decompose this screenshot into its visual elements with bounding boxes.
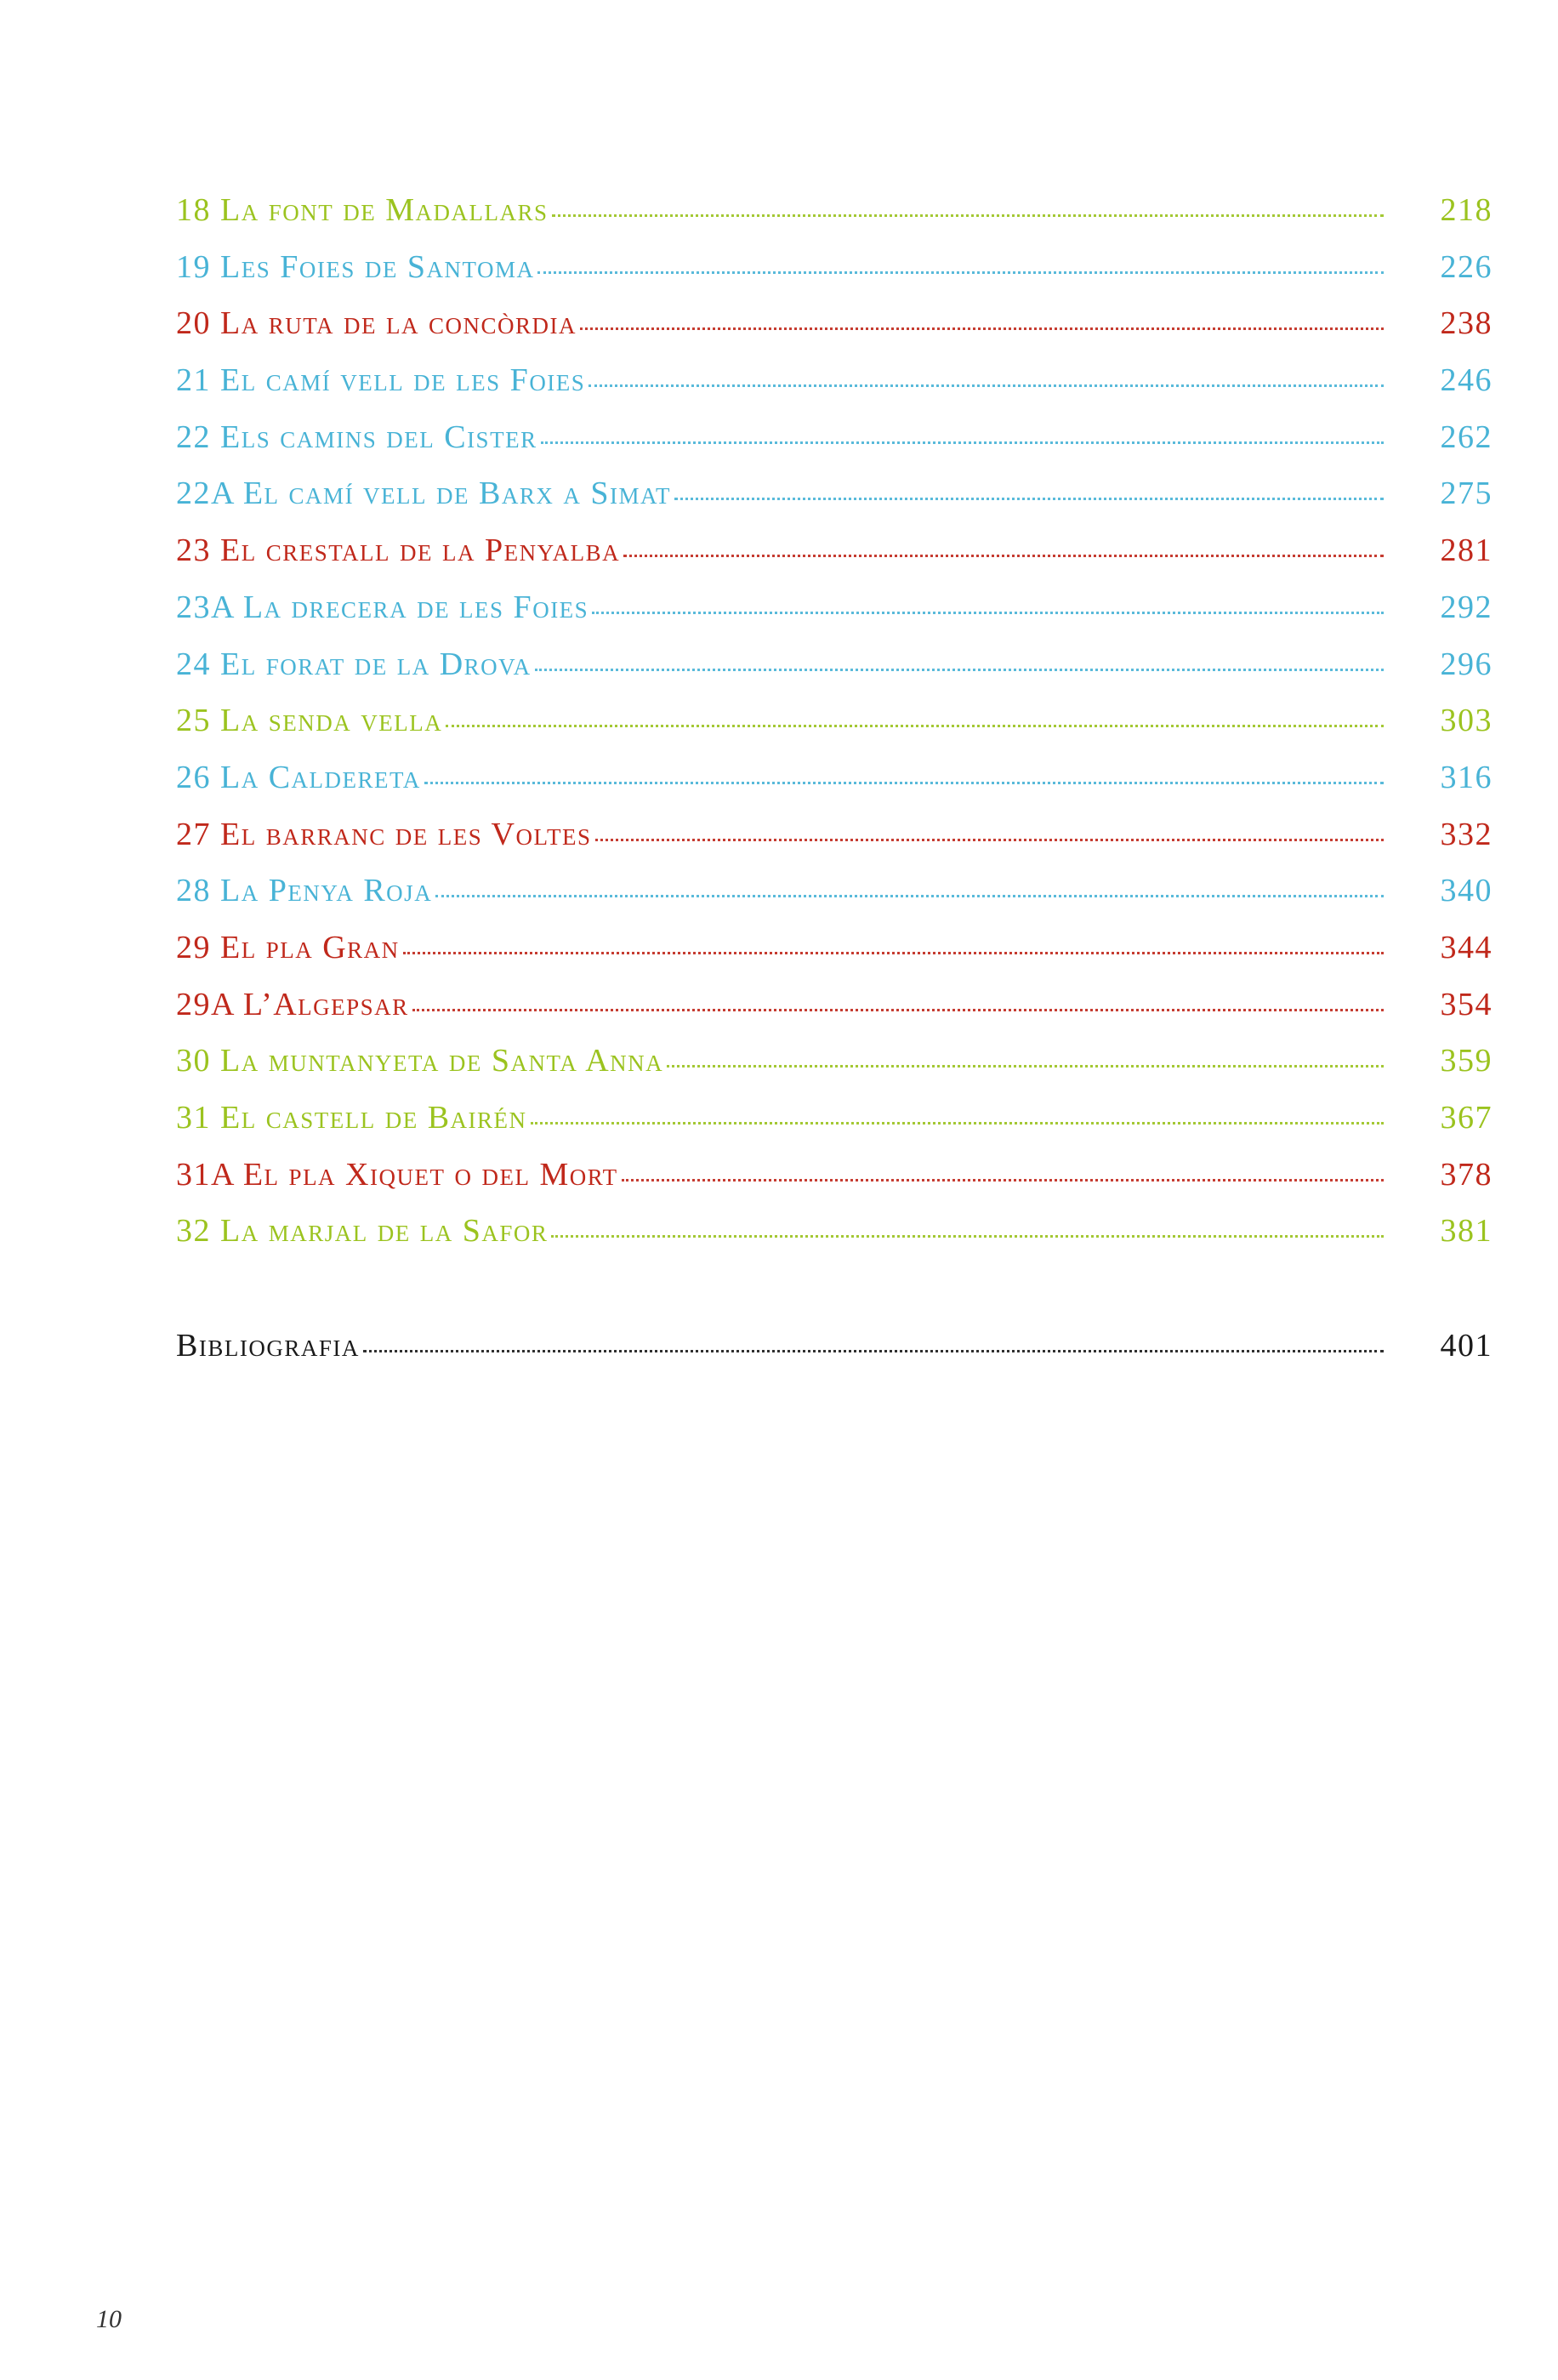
toc-entry-title: 21 El camí vell de les Foies — [176, 362, 586, 399]
toc-entry-title: 27 El barranc de les Voltes — [176, 816, 592, 852]
toc-entry-page: 275 — [1440, 475, 1493, 512]
toc-entry-page: 359 — [1440, 1043, 1493, 1079]
bibliography-title: Bibliografia — [176, 1328, 360, 1364]
toc-entry-page: 354 — [1440, 986, 1493, 1022]
table-of-contents — [176, 191, 1493, 1269]
toc-entry-page: 367 — [1440, 1100, 1493, 1136]
toc-entry[interactable] — [176, 1156, 1493, 1213]
dot-leader — [552, 214, 1385, 217]
toc-entry-page: 316 — [1440, 759, 1493, 795]
toc-entry[interactable] — [176, 475, 1493, 532]
dot-leader — [674, 498, 1384, 500]
toc-entry-page: 246 — [1440, 362, 1493, 399]
toc-entry-page: 262 — [1440, 418, 1493, 455]
toc-entry-title: 30 La muntanyeta de Santa Anna — [176, 1043, 664, 1079]
dot-leader — [363, 1350, 1384, 1352]
toc-entry-page: 296 — [1440, 646, 1493, 682]
toc-entry[interactable] — [176, 702, 1493, 759]
toc-entry[interactable] — [176, 872, 1493, 929]
toc-entry-page: 238 — [1440, 305, 1493, 342]
toc-entry-page: 218 — [1440, 192, 1493, 228]
toc-entry[interactable] — [176, 305, 1493, 362]
dot-leader — [551, 1235, 1384, 1238]
toc-entry[interactable] — [176, 1042, 1493, 1099]
toc-entry-title: 24 El forat de la Drova — [176, 646, 532, 682]
toc-entry-title: 18 La font de Madallars — [176, 192, 549, 228]
page-number: 10 — [96, 2305, 122, 2333]
dot-leader — [623, 555, 1384, 557]
dot-leader — [531, 1122, 1384, 1125]
toc-entry-bibliography — [176, 1327, 1493, 1384]
dot-leader — [446, 725, 1384, 727]
dot-leader — [535, 669, 1384, 671]
dot-leader — [589, 384, 1384, 387]
toc-entry[interactable] — [176, 191, 1493, 248]
toc-entry[interactable] — [176, 646, 1493, 703]
toc-entry-page: 340 — [1440, 873, 1493, 909]
toc-entry-title: 29A L’Algepsar — [176, 986, 409, 1022]
toc-entry[interactable] — [176, 248, 1493, 305]
toc-entry-title: 20 La ruta de la concòrdia — [176, 305, 577, 342]
toc-entry-page: 344 — [1440, 929, 1493, 965]
toc-entry-title: 31 El castell de Bairén — [176, 1100, 527, 1136]
toc-entry[interactable] — [176, 759, 1493, 816]
bibliography-page: 401 — [1440, 1328, 1493, 1364]
bibliography-entry[interactable] — [176, 1327, 1493, 1384]
dot-leader — [424, 782, 1384, 784]
toc-entry-title: 23 El crestall de la Penyalba — [176, 532, 621, 569]
toc-entry-title: 23A La drecera de les Foies — [176, 589, 589, 625]
toc-entry-page: 303 — [1440, 703, 1493, 739]
toc-entry[interactable] — [176, 418, 1493, 475]
dot-leader — [412, 1009, 1384, 1011]
dot-leader — [541, 441, 1384, 444]
toc-entry-title: 31A El pla Xiquet o del Mort — [176, 1156, 618, 1193]
toc-entry[interactable] — [176, 929, 1493, 986]
dot-leader — [403, 952, 1384, 954]
toc-entry-title: 22A El camí vell de Barx a Simat — [176, 475, 672, 512]
dot-leader — [592, 612, 1384, 614]
toc-entry[interactable] — [176, 589, 1493, 646]
toc-entry-title: 26 La Caldereta — [176, 759, 421, 795]
toc-entry-title: 29 El pla Gran — [176, 929, 400, 965]
dot-leader — [580, 327, 1384, 330]
dot-leader — [537, 271, 1384, 274]
dot-leader — [667, 1065, 1384, 1068]
toc-entry-title: 25 La senda vella — [176, 703, 443, 739]
toc-entry-title: 22 Els camins del Cister — [176, 418, 537, 455]
dot-leader — [435, 895, 1384, 897]
toc-entry[interactable] — [176, 1099, 1493, 1156]
toc-entry-title: 19 Les Foies de Santoma — [176, 248, 535, 285]
toc-entry[interactable] — [176, 532, 1493, 589]
toc-entry-page: 332 — [1440, 816, 1493, 852]
toc-entry[interactable] — [176, 816, 1493, 873]
dot-leader — [595, 839, 1385, 841]
toc-entry[interactable] — [176, 986, 1493, 1043]
toc-entry-page: 378 — [1440, 1156, 1493, 1193]
toc-entry-page: 226 — [1440, 248, 1493, 285]
toc-entry-page: 281 — [1440, 532, 1493, 569]
toc-entry-title: 32 La marjal de la Safor — [176, 1213, 549, 1250]
toc-entry-page: 292 — [1440, 589, 1493, 625]
toc-entry-page: 381 — [1440, 1213, 1493, 1250]
toc-entry[interactable] — [176, 1212, 1493, 1269]
toc-entry-title: 28 La Penya Roja — [176, 873, 433, 909]
toc-entry[interactable] — [176, 362, 1493, 418]
dot-leader — [622, 1179, 1384, 1181]
